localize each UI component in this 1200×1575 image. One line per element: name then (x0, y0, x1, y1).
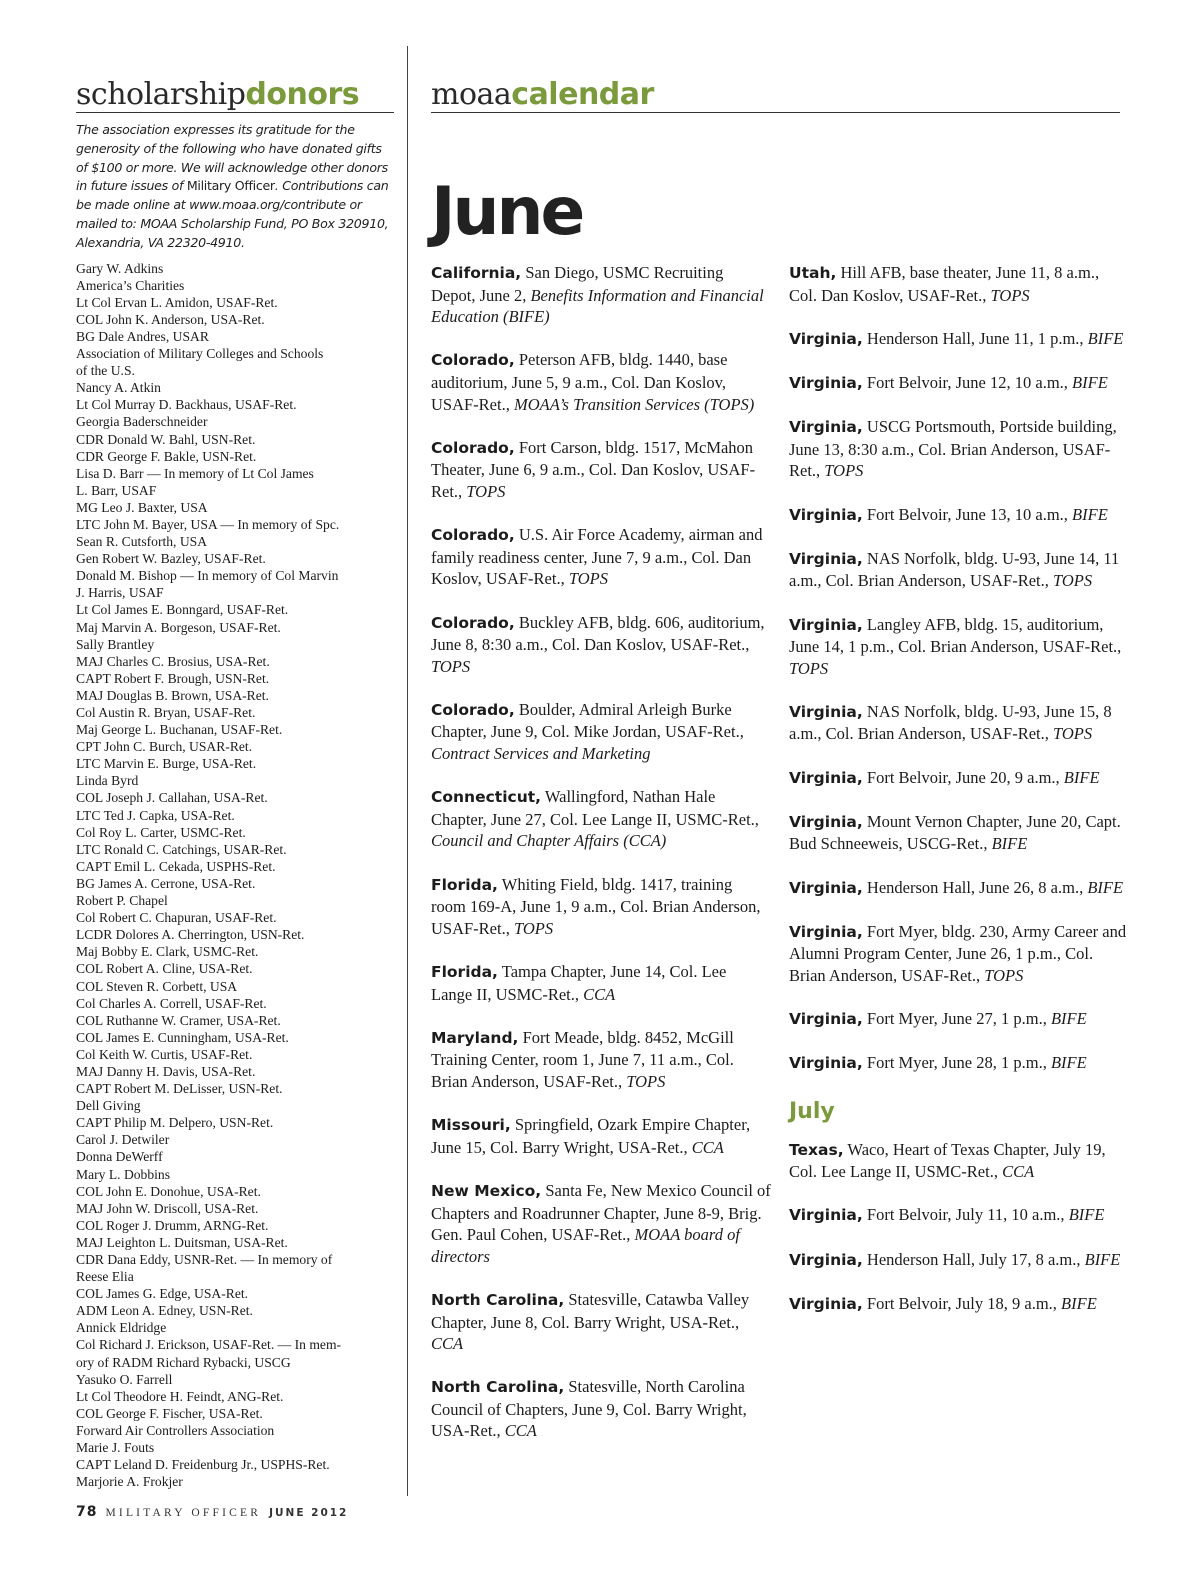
entry-program: Council and Chapter Affairs (CCA) (431, 831, 667, 851)
entry-details: Henderson Hall, July 17, 8 a.m., (862, 1249, 1085, 1269)
entry-details: Fort Meade, bldg. 8452, McGill Training Center, room 1, June 7, 11 a.m., Col. Brian Anderson, USAF-Ret., (431, 1027, 734, 1091)
donor-item: LTC Ronald C. Catchings, USAR-Ret. (76, 841, 287, 857)
donor-item: Association of Military Colleges and Schools (76, 346, 324, 362)
entry-state: Colorado, (431, 351, 515, 370)
donor-item: Col Austin R. Bryan, USAF-Ret. (76, 705, 256, 721)
donor-item: COL James G. Edge, USA-Ret. (76, 1286, 249, 1302)
donor-item: ory of RADM Richard Rybacki, USCG (76, 1354, 291, 1370)
calendar-entry (789, 504, 1129, 527)
donor-item: Lt Col Ervan L. Amidon, USAF-Ret. (76, 294, 278, 310)
calendar-entry (789, 877, 1129, 900)
entry-details: Tampa Chapter, June 14, Col. Lee Lange II, USMC-Ret., (431, 962, 727, 1004)
entry-details: Henderson Hall, June 11, 1 p.m., (862, 328, 1088, 348)
entry-program: CCA (691, 1137, 724, 1157)
donor-item: J. Harris, USAF (76, 585, 164, 601)
donor-item: Col Keith W. Curtis, USAF-Ret. (76, 1046, 253, 1062)
donor-item: America’s Charities (76, 277, 185, 293)
donor-list (76, 260, 394, 1491)
donor-item: CAPT Emil L. Cekada, USPHS-Ret. (76, 858, 276, 874)
entry-program: BIFE (1087, 877, 1124, 897)
entry-details: Wallingford, Nathan Hale Chapter, June 27, Col. Lee Lange II, USMC-Ret., (431, 787, 759, 829)
calendar-entry (789, 1008, 1129, 1031)
donor-item: Gen Robert W. Bazley, USAF-Ret. (76, 551, 266, 567)
calendar-entry (789, 1204, 1129, 1227)
donor-item: MAJ John W. Driscoll, USA-Ret. (76, 1200, 259, 1216)
intro-magazine-name: Military Officer (186, 178, 275, 194)
donor-item: COL George F. Fischer, USA-Ret. (76, 1405, 263, 1421)
donor-item: Sean R. Cutsforth, USA (76, 534, 208, 550)
donor-item: Maj Marvin A. Borgeson, USAF-Ret. (76, 619, 281, 635)
calendar-column-2 (789, 262, 1129, 1337)
entry-program: BIFE (1061, 1293, 1097, 1313)
donor-item: Carol J. Detwiler (76, 1132, 170, 1148)
entry-state: Maryland, (431, 1028, 519, 1047)
donor-item: CDR George F. Bakle, USN-Ret. (76, 448, 257, 464)
donor-item: Maj Bobby E. Clark, USMC-Ret. (76, 944, 259, 960)
heading-accent: donors (245, 77, 360, 112)
entry-state: Missouri, (431, 1116, 511, 1135)
calendar-entry (789, 548, 1129, 592)
donor-item: Robert P. Chapel (76, 893, 168, 909)
calendar-entry (789, 262, 1129, 306)
donor-item: of the U.S. (76, 363, 135, 379)
entry-details: San Diego, USMC Recruiting Depot, June 2, (431, 263, 724, 305)
entry-program: CCA (431, 1334, 464, 1354)
intro-text-2: . Contributions can be made online at www.moaa.org/contribute or mailed to: MOAA Scholarship Fund, PO Box 320910, Alexandria, VA 22320-4910. (76, 178, 389, 250)
donor-item: Col Richard J. Erickson, USAF-Ret. — In mem- (76, 1337, 342, 1353)
month-title: June (431, 173, 583, 250)
entry-details: Henderson Hall, June 26, 8 a.m., (862, 877, 1088, 897)
entry-program: BIFE (1050, 1053, 1087, 1073)
entry-details: Buckley AFB, bldg. 606, auditorium, June 8, 8:30 a.m., Col. Dan Koslov, USAF-Ret., (431, 612, 765, 655)
donor-item: CDR Dana Eddy, USNR-Ret. — In memory of (76, 1252, 333, 1268)
donor-item: Marjorie A. Frokjer (76, 1474, 183, 1490)
entry-program: TOPS (568, 569, 608, 589)
calendar-entry (789, 701, 1129, 745)
donor-item: CAPT Philip M. Delpero, USN-Ret. (76, 1115, 274, 1131)
donor-item: COL John K. Anderson, USA-Ret. (76, 311, 265, 327)
entry-program: BIFE (1087, 328, 1124, 348)
entry-program: TOPS (513, 918, 554, 938)
entry-program: TOPS (466, 481, 506, 501)
calendar-entry (789, 1139, 1129, 1183)
donor-item: LTC John M. Bayer, USA — In memory of Spc. (76, 516, 340, 532)
entry-details: Fort Belvoir, July 11, 10 a.m., (862, 1205, 1069, 1225)
entry-details: Fort Belvoir, June 12, 10 a.m., (862, 372, 1073, 392)
calendar-entry (431, 874, 771, 940)
page-number: 78 (76, 1504, 98, 1520)
calendar-entry (789, 767, 1129, 790)
entry-state: Virginia, (789, 1250, 863, 1269)
donor-item: Maj George L. Buchanan, USAF-Ret. (76, 722, 283, 738)
donor-item: COL Steven R. Corbett, USA (76, 978, 238, 994)
calendar-entry (431, 524, 771, 590)
calendar-entry (431, 1289, 771, 1355)
entry-details: Mount Vernon Chapter, June 20, Capt. Bud Schneeweis, USCG-Ret., (789, 811, 1121, 854)
calendar-entry (431, 262, 771, 328)
donor-item: Gary W. Adkins (76, 260, 164, 276)
entry-program: TOPS (990, 285, 1030, 305)
calendar-column-1 (431, 262, 771, 1464)
donor-item: MG Leo J. Baxter, USA (76, 499, 208, 515)
entry-state: Utah, (789, 264, 837, 282)
moaa-calendar-header (431, 78, 1120, 113)
entry-details: NAS Norfolk, bldg. U-93, June 14, 11 a.m., Col. Brian Anderson, USAF-Ret., (789, 548, 1120, 591)
entry-state: Florida, (431, 875, 498, 894)
entry-program: TOPS (984, 966, 1024, 985)
donor-item: MAJ Danny H. Davis, USA-Ret. (76, 1063, 256, 1079)
donor-item: COL Ruthanne W. Cramer, USA-Ret. (76, 1012, 281, 1028)
calendar-entry (789, 1293, 1129, 1316)
entry-details: Hill AFB, base theater, June 11, 8 a.m., Col. Dan Koslov, USAF-Ret., (789, 263, 1100, 305)
entry-state: Florida, (431, 963, 498, 981)
donor-item: Lt Col Theodore H. Feindt, ANG-Ret. (76, 1388, 284, 1404)
entry-state: Virginia, (789, 812, 863, 831)
calendar-entry (431, 437, 771, 503)
entry-details: Statesville, Catawba Valley Chapter, June 8, Col. Barry Wright, USA-Ret., (431, 1289, 750, 1332)
calendar-entry (431, 349, 771, 415)
donor-item: Donald M. Bishop — In memory of Col Marvin (76, 568, 339, 584)
calendar-entry (431, 786, 771, 852)
donor-item: Marie J. Fouts (76, 1440, 155, 1456)
donor-item: ADM Leon A. Edney, USN-Ret. (76, 1303, 253, 1319)
entry-details: Santa Fe, New Mexico Council of Chapters and Roadrunner Chapter, June 8-9, Brig. Gen. Paul Cohen, USAF-Ret., (431, 1180, 771, 1245)
entry-program: CCA (504, 1421, 537, 1441)
donor-item: COL Robert A. Cline, USA-Ret. (76, 961, 253, 977)
june-entries (789, 262, 1129, 1075)
entry-details: Fort Belvoir, July 18, 9 a.m., (862, 1293, 1062, 1313)
page-footer (76, 1504, 348, 1520)
entry-state: Virginia, (789, 373, 863, 392)
heading-plain: moaa (431, 77, 512, 112)
calendar-entry (789, 921, 1129, 987)
entry-state: Connecticut, (431, 788, 542, 807)
donor-item: BG James A. Cerrone, USA-Ret. (76, 875, 256, 891)
entry-details: Waco, Heart of Texas Chapter, July 19, Col. Lee Lange II, USMC-Ret., (789, 1139, 1106, 1182)
entry-state: Virginia, (789, 768, 863, 787)
intro-text-1: The association expresses its gratitude for the generosity of the following who have donated gifts of $100 or more. We will acknowledge other donors in future issues of (76, 122, 388, 194)
entry-details: NAS Norfolk, bldg. U-93, June 15, 8 a.m., Col. Brian Anderson, USAF-Ret., (789, 701, 1112, 744)
donor-item: Georgia Baderschneider (76, 414, 208, 430)
donor-item: COL Roger J. Drumm, ARNG-Ret. (76, 1217, 269, 1233)
entry-program: CCA (1002, 1162, 1035, 1182)
donor-item: Col Roy L. Carter, USMC-Ret. (76, 824, 246, 840)
donor-item: Col Charles A. Correll, USAF-Ret. (76, 995, 267, 1011)
donor-item: Nancy A. Atkin (76, 380, 161, 396)
entry-program: BIFE (1084, 1249, 1121, 1269)
entry-program: TOPS (1053, 571, 1093, 591)
july-entries (789, 1139, 1129, 1316)
donor-item: Mary L. Dobbins (76, 1166, 171, 1182)
donor-item: CAPT Robert F. Brough, USN-Ret. (76, 670, 270, 686)
entry-program: MOAA’s Transition Services (TOPS) (513, 394, 755, 414)
scholarship-donors-section (76, 78, 394, 1490)
entry-details: Fort Myer, June 27, 1 p.m., (862, 1009, 1051, 1029)
entry-program: TOPS (1053, 724, 1093, 744)
entry-details: Whiting Field, bldg. 1417, training room 169-A, June 1, 9 a.m., Col. Brian Anderson, USAF-Ret., (431, 874, 761, 938)
donor-item: LCDR Dolores A. Cherrington, USN-Ret. (76, 927, 305, 943)
scholarship-donors-heading (76, 78, 394, 113)
entry-program: BIFE (1050, 1009, 1087, 1029)
donor-item: Reese Elia (76, 1269, 134, 1285)
entry-state: New Mexico, (431, 1181, 542, 1200)
entry-state: Virginia, (789, 549, 863, 568)
calendar-entry (431, 1376, 771, 1442)
entry-program: BIFE (1072, 504, 1108, 524)
entry-program: BIFE (1072, 372, 1108, 392)
entry-details: U.S. Air Force Academy, airman and family readiness center, June 7, 9 a.m., Col. Dan Koslov, USAF-Ret., (431, 525, 763, 589)
calendar-entry (789, 614, 1129, 680)
entry-details: Fort Carson, bldg. 1517, McMahon Theater, June 6, 9 a.m., Col. Dan Koslov, USAF-Ret., (431, 437, 756, 501)
calendar-entry (789, 372, 1129, 395)
calendar-entry (431, 699, 771, 765)
donor-item: Lt Col Murray D. Backhaus, USAF-Ret. (76, 397, 297, 413)
july-subheading: July (789, 1098, 835, 1124)
entry-state: Virginia, (789, 1206, 863, 1225)
entry-state: North Carolina, (431, 1378, 565, 1397)
donor-item: CDR Donald W. Bahl, USN-Ret. (76, 431, 256, 447)
moaa-calendar-heading (431, 78, 1120, 113)
donor-item: MAJ Leighton L. Duitsman, USA-Ret. (76, 1234, 288, 1250)
donor-item: MAJ Douglas B. Brown, USA-Ret. (76, 687, 269, 703)
entry-details: Langley AFB, bldg. 15, auditorium, June 14, 1 p.m., Col. Brian Anderson, USAF-Ret., (789, 614, 1122, 657)
entry-state: Virginia, (789, 922, 863, 941)
donor-item: Forward Air Controllers Association (76, 1422, 275, 1438)
entry-program: MOAA board of directors (431, 1225, 740, 1266)
donor-item: COL Joseph J. Callahan, USA-Ret. (76, 790, 268, 806)
donor-item: Col Robert C. Chapuran, USAF-Ret. (76, 910, 277, 926)
entry-details: Boulder, Admiral Arleigh Burke Chapter, June 9, Col. Mike Jordan, USAF-Ret., (431, 699, 744, 742)
donor-item: L. Barr, USAF (76, 482, 157, 498)
donor-item: Dell Giving (76, 1098, 141, 1114)
entry-program: Benefits Information and Financial Education (BIFE) (431, 285, 764, 327)
donor-item: Lisa D. Barr — In memory of Lt Col James (76, 465, 314, 481)
calendar-entry (431, 961, 771, 1005)
entry-program: TOPS (626, 1071, 666, 1091)
donor-item: Sally Brantley (76, 636, 155, 652)
entry-state: Colorado, (431, 526, 515, 545)
entry-details: Peterson AFB, bldg. 1440, base auditorium, June 5, 9 a.m., Col. Dan Koslov, USAF-Ret., (431, 350, 728, 414)
entry-state: Virginia, (789, 418, 863, 437)
entry-state: Colorado, (431, 700, 515, 719)
donor-item: Donna DeWerff (76, 1149, 163, 1165)
donor-item: LTC Marvin E. Burge, USA-Ret. (76, 756, 257, 772)
column-divider (407, 46, 408, 1496)
entry-details: Fort Belvoir, June 13, 10 a.m., (862, 504, 1073, 524)
heading-accent: calendar (511, 77, 654, 112)
calendar-entry (789, 416, 1129, 482)
entry-details: USCG Portsmouth, Portside building, June 13, 8:30 a.m., Col. Brian Anderson, USAF-Ret., (789, 417, 1117, 481)
donor-item: LTC Ted J. Capka, USA-Ret. (76, 807, 235, 823)
entry-program: BIFE (1063, 767, 1100, 787)
donor-item: CAPT Leland D. Freidenburg Jr., USPHS-Ret. (76, 1457, 330, 1473)
entry-details: Fort Myer, June 28, 1 p.m., (862, 1053, 1051, 1073)
donor-item: Annick Eldridge (76, 1320, 167, 1336)
entry-state: North Carolina, (431, 1290, 565, 1309)
donor-item: Linda Byrd (76, 773, 139, 789)
entry-state: California, (431, 264, 522, 282)
donor-item: Yasuko O. Farrell (76, 1371, 173, 1387)
entry-program: Contract Services and Marketing (431, 744, 651, 764)
calendar-entry (431, 1114, 771, 1158)
entry-state: Virginia, (789, 702, 863, 721)
entry-details: Statesville, North Carolina Council of Chapters, June 9, Col. Barry Wright, USA-Ret., (431, 1377, 747, 1441)
entry-program: CCA (583, 984, 616, 1004)
heading-plain: scholarship (76, 77, 246, 112)
entry-details: Springfield, Ozark Empire Chapter, June 15, Col. Barry Wright, USA-Ret., (431, 1115, 751, 1157)
donor-item: MAJ Charles C. Brosius, USA-Ret. (76, 653, 270, 669)
calendar-entry (431, 1027, 771, 1093)
donor-item: COL James E. Cunningham, USA-Ret. (76, 1029, 289, 1045)
entry-state: Virginia, (789, 505, 863, 524)
donors-intro (76, 121, 394, 253)
entry-state: Virginia, (789, 1294, 863, 1313)
issue-date: JUNE 2012 (269, 1507, 349, 1519)
donor-item: CPT John C. Burch, USAR-Ret. (76, 739, 253, 755)
calendar-entry (789, 328, 1129, 351)
calendar-entry (431, 1180, 771, 1267)
entry-details: Fort Belvoir, June 20, 9 a.m., (862, 767, 1064, 787)
entry-program: BIFE (1068, 1205, 1105, 1225)
calendar-entry (789, 1249, 1129, 1272)
entry-state: Virginia, (789, 329, 863, 348)
entry-state: Colorado, (431, 438, 515, 457)
calendar-entry (431, 612, 771, 678)
entry-state: Texas, (789, 1140, 844, 1159)
entry-state: Virginia, (789, 878, 863, 897)
entry-program: TOPS (431, 656, 471, 676)
donor-item: COL John E. Donohue, USA-Ret. (76, 1183, 261, 1199)
calendar-entry (789, 811, 1129, 855)
entry-details: Fort Myer, bldg. 230, Army Career and Alumni Program Center, June 26, 1 p.m., Col. Brian Anderson, USAF-Ret., (789, 921, 1127, 985)
donor-item: BG Dale Andres, USAR (76, 328, 209, 344)
entry-state: Virginia, (789, 615, 863, 634)
entry-program: TOPS (824, 461, 864, 481)
magazine-name: MILITARY OFFICER (105, 1507, 262, 1519)
donor-item: CAPT Robert M. DeLisser, USN-Ret. (76, 1081, 283, 1097)
entry-state: Virginia, (789, 1010, 863, 1029)
entry-program: BIFE (991, 834, 1028, 854)
entry-state: Virginia, (789, 1054, 863, 1073)
donor-item: Lt Col James E. Bonngard, USAF-Ret. (76, 602, 289, 618)
entry-program: TOPS (789, 658, 829, 678)
entry-state: Colorado, (431, 613, 515, 632)
calendar-entry (789, 1052, 1129, 1075)
